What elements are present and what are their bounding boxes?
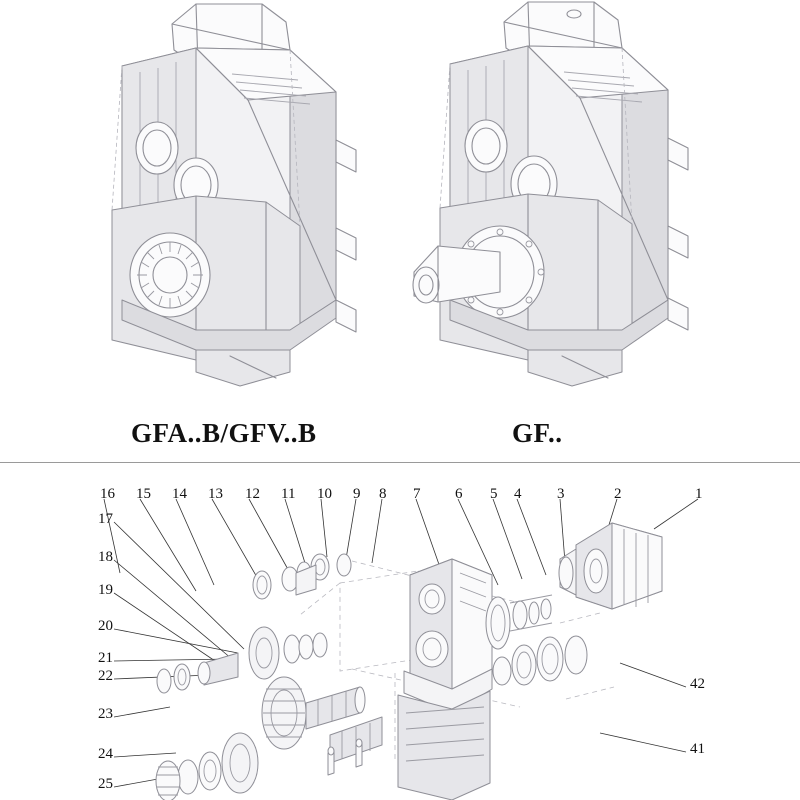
exploded-parts-drawing (0, 463, 800, 800)
callout-13: 13 (208, 486, 223, 502)
main-housing-part (398, 559, 492, 800)
cover-and-seal-parts (486, 595, 614, 699)
callout-10: 10 (317, 486, 332, 502)
callout-24: 24 (98, 746, 113, 762)
callout-17: 17 (98, 511, 113, 527)
callout-6: 6 (455, 486, 463, 502)
shaft-and-gear-parts (156, 554, 382, 800)
exploded-parts-view (0, 463, 800, 800)
callout-22: 22 (98, 668, 113, 684)
callout-2: 2 (614, 486, 622, 502)
leader-lines-right (600, 663, 686, 752)
callout-42: 42 (690, 676, 705, 692)
callout-19: 19 (98, 582, 113, 598)
callout-7: 7 (413, 486, 421, 502)
callout-15: 15 (136, 486, 151, 502)
callout-9: 9 (353, 486, 361, 502)
motor-adapter-parts (559, 523, 662, 609)
callout-23: 23 (98, 706, 113, 722)
gearbox-left-drawing (112, 4, 356, 386)
callout-41: 41 (690, 741, 705, 757)
callout-18: 18 (98, 549, 113, 565)
callout-4: 4 (514, 486, 522, 502)
callout-16: 16 (100, 486, 115, 502)
callout-12: 12 (245, 486, 260, 502)
callout-1: 1 (695, 486, 703, 502)
callout-25: 25 (98, 776, 113, 792)
caption-left-variant: GFA..B/GFV..B (131, 418, 317, 448)
callout-21: 21 (98, 650, 113, 666)
callout-3: 3 (557, 486, 565, 502)
callout-5: 5 (490, 486, 498, 502)
callout-11: 11 (281, 486, 296, 502)
callout-20: 20 (98, 618, 113, 634)
callout-8: 8 (379, 486, 387, 502)
callout-14: 14 (172, 486, 187, 502)
gearbox-right-drawing (413, 2, 688, 386)
caption-right-variant: GF.. (512, 418, 563, 448)
